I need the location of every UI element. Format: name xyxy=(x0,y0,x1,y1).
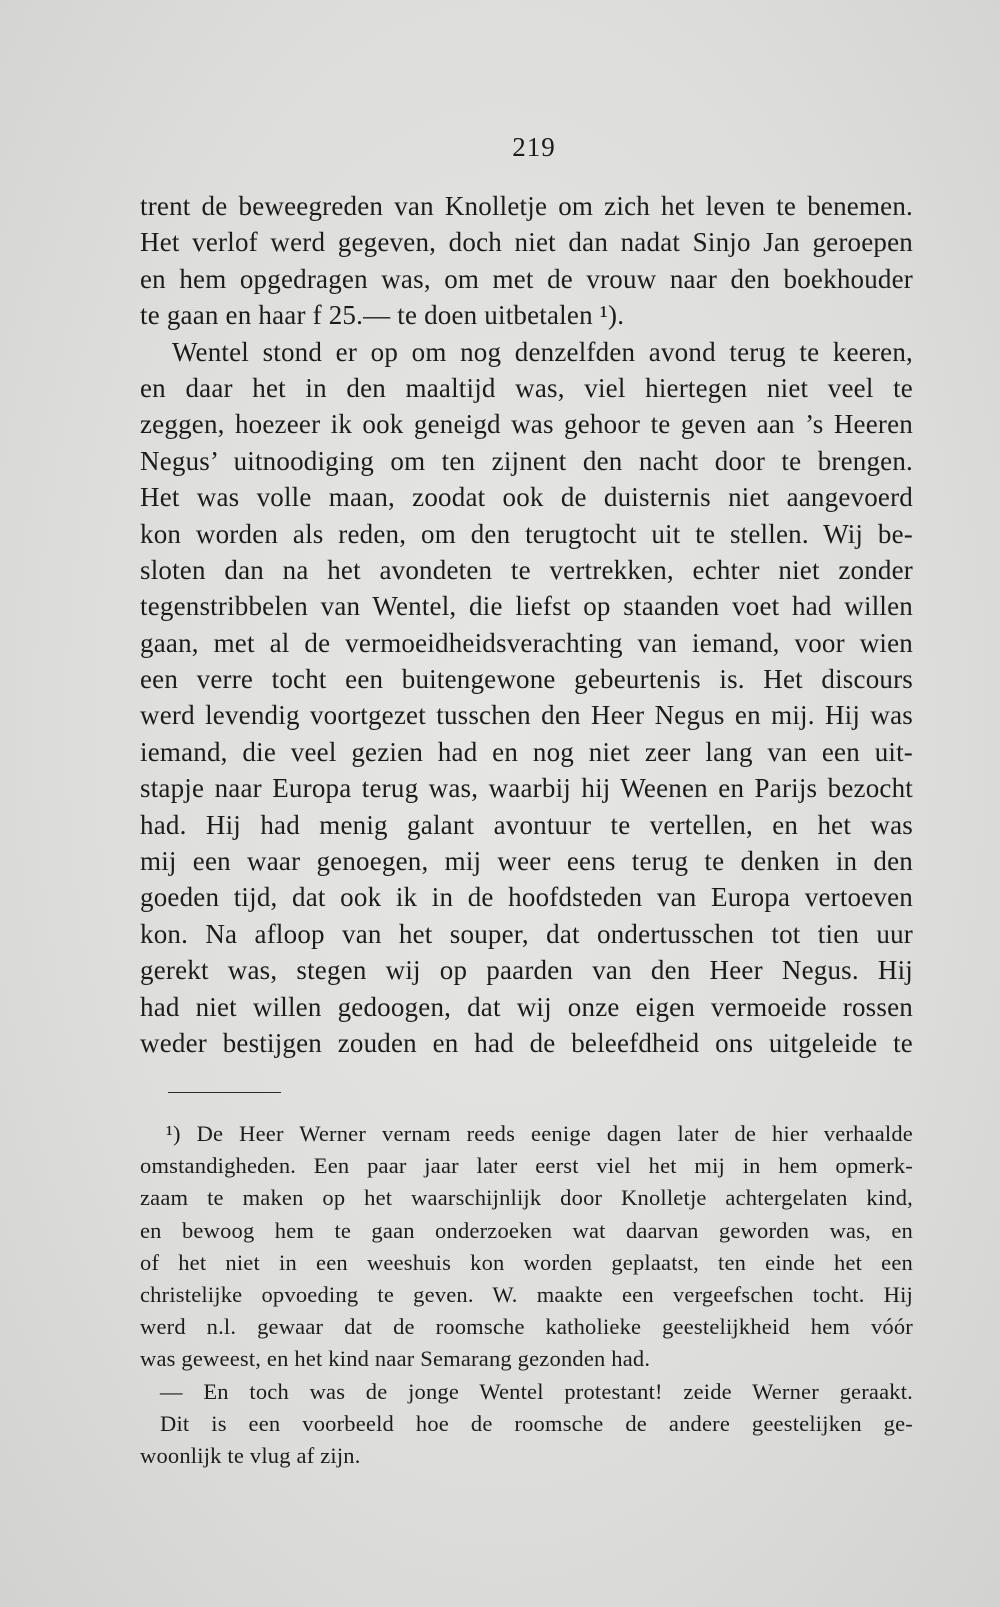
text-line: Wentel stond er op om nog denzelfden avond terug te keeren, xyxy=(172,336,913,367)
text-line: sloten dan na het avondeten te vertrekken, echter niet zonder xyxy=(140,554,913,585)
footnote-line: zaam te maken op het waarschijnlijk door Knolletje achtergelaten kind, xyxy=(140,1185,913,1211)
text-line: te gaan en haar f 25.— te doen uitbetalen ¹). xyxy=(140,300,625,331)
text-line: kon. Na afloop van het souper, dat ondertusschen tot tien uur xyxy=(140,918,913,949)
text-line: kon worden als reden, om den terugtocht uit te stellen. Wij be- xyxy=(140,518,913,549)
text-line: iemand, die veel gezien had en nog niet zeer lang van een uit- xyxy=(140,736,913,767)
main-text xyxy=(140,188,913,1061)
text-line: stapje naar Europa terug was, waarbij hij Weenen en Parijs bezocht xyxy=(140,773,913,804)
footnote-line: en bewoog hem te gaan onderzoeken wat daarvan geworden was, en xyxy=(140,1217,913,1243)
text-line: zeggen, hoezeer ik ook geneigd was gehoor te geven aan ’s Heeren xyxy=(140,409,913,440)
footnote-line: omstandigheden. Een paar jaar later eerst viel het mij in hem opmerk- xyxy=(140,1153,913,1179)
footnote-line: of het niet in een weeshuis kon worden geplaatst, ten einde het een xyxy=(140,1249,913,1275)
footnote xyxy=(140,1118,913,1472)
text-line: gaan, met al de vermoeidheidsverachting van iemand, voor wien xyxy=(140,627,913,658)
footnote-line: ¹) De Heer Werner vernam reeds eenige dagen later de hier verhaalde xyxy=(166,1121,913,1146)
text-line: Het was volle maan, zoodat ook de duisternis niet aangevoerd xyxy=(140,482,913,513)
footnote-line: — En toch was de jonge Wentel protestant! zeide Werner geraakt. xyxy=(160,1378,913,1404)
footnote-divider xyxy=(168,1092,281,1093)
text-line: trent de beweegreden van Knolletje om zich het leven te benemen. xyxy=(140,191,913,221)
text-line: goeden tijd, dat ook ik in de hoofdsteden van Europa vertoeven xyxy=(140,882,913,913)
text-line: gerekt was, stegen wij op paarden van den Heer Negus. Hij xyxy=(140,955,913,986)
footnote-line: woonlijk te vlug af zijn. xyxy=(140,1442,361,1468)
footnote-line: Dit is een voorbeeld hoe de roomsche de andere geestelijken ge- xyxy=(160,1410,913,1436)
text-line: had. Hij had menig galant avontuur te vertellen, en het was xyxy=(140,809,913,840)
text-line: werd levendig voortgezet tusschen den Heer Negus en mij. Hij was xyxy=(140,700,913,731)
text-line: tegenstribbelen van Wentel, die liefst op staanden voet had willen xyxy=(140,591,913,622)
footnote-line: werd n.l. gewaar dat de roomsche katholieke geestelijkheid hem vóór xyxy=(140,1314,913,1340)
text-line: en hem opgedragen was, om met de vrouw naar den boekhouder xyxy=(140,263,913,294)
text-line: had niet willen gedoogen, dat wij onze eigen vermoeide rossen xyxy=(140,991,913,1022)
text-line: Het verlof werd gegeven, doch niet dan nadat Sinjo Jan geroepen xyxy=(140,227,913,258)
text-line: en daar het in den maaltijd was, viel hiertegen niet veel te xyxy=(140,372,913,403)
page-number: 219 xyxy=(512,132,556,162)
text-line: een verre tocht een buitengewone gebeurtenis is. Het discours xyxy=(140,664,913,695)
text-line: mij een waar genoegen, mij weer eens terug te denken in den xyxy=(140,846,913,877)
text-line: Negus’ uitnoodiging om ten zijnent den nacht door te brengen. xyxy=(140,445,913,476)
footnote-line: was geweest, en het kind naar Semarang gezonden had. xyxy=(140,1346,651,1372)
text-line: weder bestijgen zouden en had de beleefdheid ons uitgeleide te xyxy=(140,1027,913,1058)
footnote-line: christelijke opvoeding te geven. W. maakte een vergeefschen tocht. Hij xyxy=(140,1281,913,1307)
